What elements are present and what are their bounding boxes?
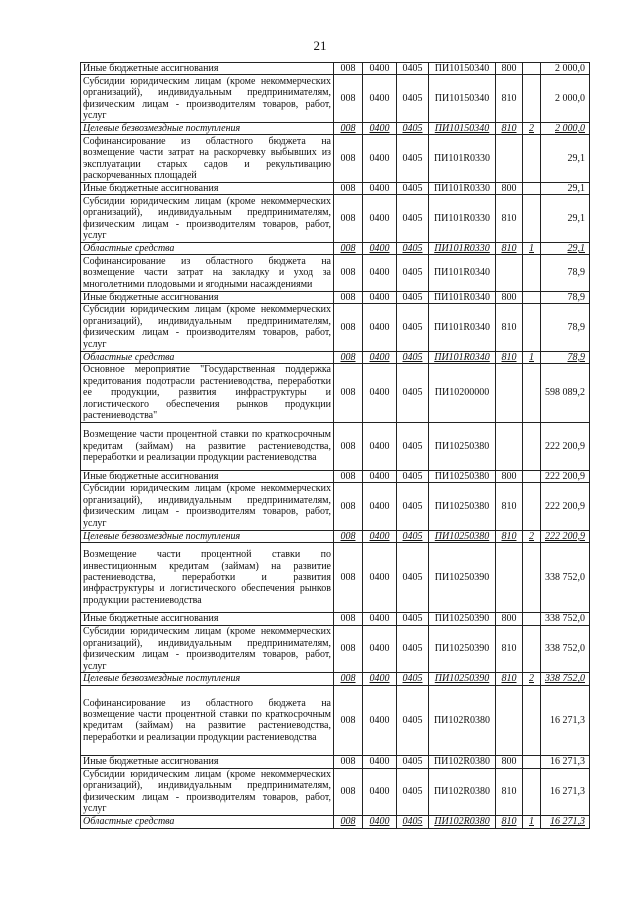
budget-table [80,62,590,829]
subsection-code: 0405 [397,291,429,303]
target-article-code: ПИ10250390 [429,613,496,625]
table-row [81,243,590,255]
section-code: 0400 [363,613,397,625]
ministry-code: 008 [334,195,363,243]
target-article-code: ПИ10150340 [429,123,496,135]
table-row [81,123,590,135]
target-article-code: ПИ10250380 [429,423,496,471]
target-article-code: ПИ10250390 [429,625,496,673]
expense-type-code: 800 [496,756,523,768]
table-row [81,291,590,303]
amount: 222 200,9 [541,470,590,482]
expense-type-code: 800 [496,63,523,75]
expense-type-code: 810 [496,625,523,673]
target-article-code: ПИ10200000 [429,364,496,423]
item-name: Иные бюджетные ассигнования [81,183,334,195]
expense-type-code: 800 [496,183,523,195]
subsection-code: 0405 [397,351,429,363]
item-name: Субсидии юридическим лицам (кроме некоммерческих организаций), индивидуальным предпринимателям, физическим лицам - производителям товаров, работ, услуг [81,195,334,243]
item-name: Софинансирование из областного бюджета на возмещение части процентной ставки по краткосрочным кредитам (займам) на развитие растениеводства, переработки и реализации продукции растениеводства [81,685,334,755]
expense-type-code: 810 [496,530,523,542]
expense-type-code: 810 [496,195,523,243]
table-row [81,364,590,423]
subsection-code: 0405 [397,816,429,828]
table-row [81,423,590,471]
ministry-code: 008 [334,304,363,352]
amount: 222 200,9 [541,423,590,471]
table-row [81,135,590,183]
ministry-code: 008 [334,63,363,75]
ministry-code: 008 [334,351,363,363]
expense-type-code [496,364,523,423]
ministry-code: 008 [334,756,363,768]
item-name: Целевые безвозмездные поступления [81,530,334,542]
section-code: 0400 [363,530,397,542]
section-code: 0400 [363,243,397,255]
ministry-code: 008 [334,291,363,303]
subsection-code: 0405 [397,423,429,471]
ministry-code: 008 [334,423,363,471]
amount: 338 752,0 [541,613,590,625]
item-name: Возмещение части процентной ставки по инвестиционным кредитам (займам) на развитие растениеводства, переработки и развития инфраструктуры и логистического обеспечения рынков продукции растениеводства [81,543,334,613]
funding-source-code: 2 [523,123,541,135]
ministry-code: 008 [334,364,363,423]
subsection-code: 0405 [397,123,429,135]
ministry-code: 008 [334,243,363,255]
section-code: 0400 [363,123,397,135]
expense-type-code: 810 [496,673,523,685]
subsection-code: 0405 [397,63,429,75]
subsection-code: 0405 [397,673,429,685]
funding-source-code [523,483,541,531]
item-name: Основное мероприятие "Государственная поддержка кредитования подотрасли растениеводства, переработки ее продукции, развития инфраструктуры и логистического обеспечения рынков продукции растениеводства" [81,364,334,423]
ministry-code: 008 [334,123,363,135]
target-article-code: ПИ101R0340 [429,291,496,303]
item-name: Областные средства [81,351,334,363]
target-article-code: ПИ101R0330 [429,243,496,255]
item-name: Возмещение части процентной ставки по краткосрочным кредитам (займам) на развитие растениеводства, переработки и реализации продукции растениеводства [81,423,334,471]
table-row [81,673,590,685]
ministry-code: 008 [334,685,363,755]
funding-source-code [523,195,541,243]
funding-source-code: 2 [523,530,541,542]
amount: 222 200,9 [541,483,590,531]
funding-source-code: 1 [523,243,541,255]
amount: 29,1 [541,183,590,195]
funding-source-code [523,304,541,352]
expense-type-code: 810 [496,816,523,828]
expense-type-code [496,135,523,183]
table-row [81,304,590,352]
table-row [81,543,590,613]
target-article-code: ПИ10250390 [429,673,496,685]
item-name: Софинансирование из областного бюджета на возмещение части затрат на закладку и уход за многолетними плодовыми и ягодными насаждениями [81,255,334,291]
ministry-code: 008 [334,530,363,542]
section-code: 0400 [363,63,397,75]
table-row [81,613,590,625]
funding-source-code [523,625,541,673]
funding-source-code [523,613,541,625]
subsection-code: 0405 [397,685,429,755]
table-row [81,63,590,75]
amount: 16 271,3 [541,816,590,828]
ministry-code: 008 [334,543,363,613]
ministry-code: 008 [334,75,363,123]
funding-source-code [523,543,541,613]
section-code: 0400 [363,364,397,423]
target-article-code: ПИ101R0330 [429,135,496,183]
budget-table-body [81,63,590,829]
subsection-code: 0405 [397,530,429,542]
funding-source-code [523,470,541,482]
expense-type-code: 810 [496,304,523,352]
target-article-code: ПИ10250390 [429,543,496,613]
funding-source-code [523,423,541,471]
target-article-code: ПИ102R0380 [429,685,496,755]
subsection-code: 0405 [397,195,429,243]
item-name: Иные бюджетные ассигнования [81,756,334,768]
section-code: 0400 [363,195,397,243]
target-article-code: ПИ101R0330 [429,183,496,195]
section-code: 0400 [363,75,397,123]
section-code: 0400 [363,756,397,768]
ministry-code: 008 [334,183,363,195]
section-code: 0400 [363,673,397,685]
subsection-code: 0405 [397,613,429,625]
expense-type-code [496,685,523,755]
amount: 338 752,0 [541,625,590,673]
amount: 29,1 [541,195,590,243]
funding-source-code: 1 [523,816,541,828]
expense-type-code [496,423,523,471]
subsection-code: 0405 [397,470,429,482]
item-name: Субсидии юридическим лицам (кроме некоммерческих организаций), индивидуальным предпринимателям, физическим лицам - производителям товаров, работ, услуг [81,304,334,352]
subsection-code: 0405 [397,625,429,673]
ministry-code: 008 [334,135,363,183]
ministry-code: 008 [334,768,363,816]
amount: 78,9 [541,351,590,363]
funding-source-code: 1 [523,351,541,363]
amount: 78,9 [541,304,590,352]
amount: 16 271,3 [541,685,590,755]
ministry-code: 008 [334,816,363,828]
item-name: Субсидии юридическим лицам (кроме некоммерческих организаций), индивидуальным предпринимателям, физическим лицам - производителям товаров, работ, услуг [81,625,334,673]
section-code: 0400 [363,543,397,613]
item-name: Областные средства [81,816,334,828]
item-name: Софинансирование из областного бюджета на возмещение части затрат на раскорчевку выбывших из эксплуатации старых садов и рекультивацию раскорчеванных площадей [81,135,334,183]
amount: 2 000,0 [541,123,590,135]
target-article-code: ПИ10150340 [429,75,496,123]
table-row [81,483,590,531]
section-code: 0400 [363,768,397,816]
item-name: Целевые безвозмездные поступления [81,673,334,685]
section-code: 0400 [363,291,397,303]
ministry-code: 008 [334,470,363,482]
table-row [81,470,590,482]
amount: 598 089,2 [541,364,590,423]
section-code: 0400 [363,183,397,195]
ministry-code: 008 [334,255,363,291]
target-article-code: ПИ10250380 [429,530,496,542]
section-code: 0400 [363,351,397,363]
funding-source-code [523,756,541,768]
amount: 338 752,0 [541,543,590,613]
expense-type-code [496,255,523,291]
item-name: Субсидии юридическим лицам (кроме некоммерческих организаций), индивидуальным предпринимателям, физическим лицам - производителям товаров, работ, услуг [81,483,334,531]
subsection-code: 0405 [397,183,429,195]
target-article-code: ПИ101R0340 [429,304,496,352]
expense-type-code: 810 [496,768,523,816]
target-article-code: ПИ101R0340 [429,351,496,363]
section-code: 0400 [363,483,397,531]
expense-type-code: 810 [496,483,523,531]
table-row [81,75,590,123]
target-article-code: ПИ10150340 [429,63,496,75]
funding-source-code [523,75,541,123]
subsection-code: 0405 [397,135,429,183]
subsection-code: 0405 [397,768,429,816]
funding-source-code [523,255,541,291]
funding-source-code [523,63,541,75]
expense-type-code: 810 [496,351,523,363]
subsection-code: 0405 [397,543,429,613]
funding-source-code [523,135,541,183]
item-name: Иные бюджетные ассигнования [81,63,334,75]
funding-source-code [523,183,541,195]
subsection-code: 0405 [397,304,429,352]
amount: 2 000,0 [541,63,590,75]
expense-type-code: 810 [496,243,523,255]
ministry-code: 008 [334,483,363,531]
expense-type-code: 800 [496,613,523,625]
section-code: 0400 [363,470,397,482]
table-row [81,625,590,673]
expense-type-code [496,543,523,613]
table-row [81,768,590,816]
item-name: Целевые безвозмездные поступления [81,123,334,135]
section-code: 0400 [363,625,397,673]
expense-type-code: 800 [496,291,523,303]
funding-source-code [523,364,541,423]
item-name: Субсидии юридическим лицам (кроме некоммерческих организаций), индивидуальным предпринимателям, физическим лицам - производителям товаров, работ, услуг [81,768,334,816]
ministry-code: 008 [334,625,363,673]
subsection-code: 0405 [397,483,429,531]
table-row [81,530,590,542]
funding-source-code [523,685,541,755]
subsection-code: 0405 [397,364,429,423]
expense-type-code: 800 [496,470,523,482]
item-name: Субсидии юридическим лицам (кроме некоммерческих организаций), индивидуальным предпринимателям, физическим лицам - производителям товаров, работ, услуг [81,75,334,123]
section-code: 0400 [363,255,397,291]
section-code: 0400 [363,423,397,471]
target-article-code: ПИ101R0330 [429,195,496,243]
table-row [81,685,590,755]
funding-source-code [523,768,541,816]
amount: 16 271,3 [541,768,590,816]
subsection-code: 0405 [397,255,429,291]
amount: 16 271,3 [541,756,590,768]
target-article-code: ПИ102R0380 [429,756,496,768]
target-article-code: ПИ10250380 [429,483,496,531]
amount: 29,1 [541,243,590,255]
expense-type-code: 810 [496,75,523,123]
target-article-code: ПИ102R0380 [429,816,496,828]
amount: 78,9 [541,255,590,291]
item-name: Иные бюджетные ассигнования [81,291,334,303]
target-article-code: ПИ102R0380 [429,768,496,816]
subsection-code: 0405 [397,75,429,123]
item-name: Областные средства [81,243,334,255]
section-code: 0400 [363,304,397,352]
amount: 2 000,0 [541,75,590,123]
amount: 338 752,0 [541,673,590,685]
funding-source-code: 2 [523,673,541,685]
target-article-code: ПИ101R0340 [429,255,496,291]
target-article-code: ПИ10250380 [429,470,496,482]
ministry-code: 008 [334,613,363,625]
table-row [81,351,590,363]
item-name: Иные бюджетные ассигнования [81,613,334,625]
section-code: 0400 [363,816,397,828]
amount: 29,1 [541,135,590,183]
subsection-code: 0405 [397,243,429,255]
section-code: 0400 [363,135,397,183]
item-name: Иные бюджетные ассигнования [81,470,334,482]
page-number: 21 [313,38,327,53]
table-row [81,816,590,828]
table-row [81,195,590,243]
table-row [81,183,590,195]
amount: 222 200,9 [541,530,590,542]
subsection-code: 0405 [397,756,429,768]
expense-type-code: 810 [496,123,523,135]
amount: 78,9 [541,291,590,303]
funding-source-code [523,291,541,303]
table-row [81,255,590,291]
table-row [81,756,590,768]
ministry-code: 008 [334,673,363,685]
section-code: 0400 [363,685,397,755]
